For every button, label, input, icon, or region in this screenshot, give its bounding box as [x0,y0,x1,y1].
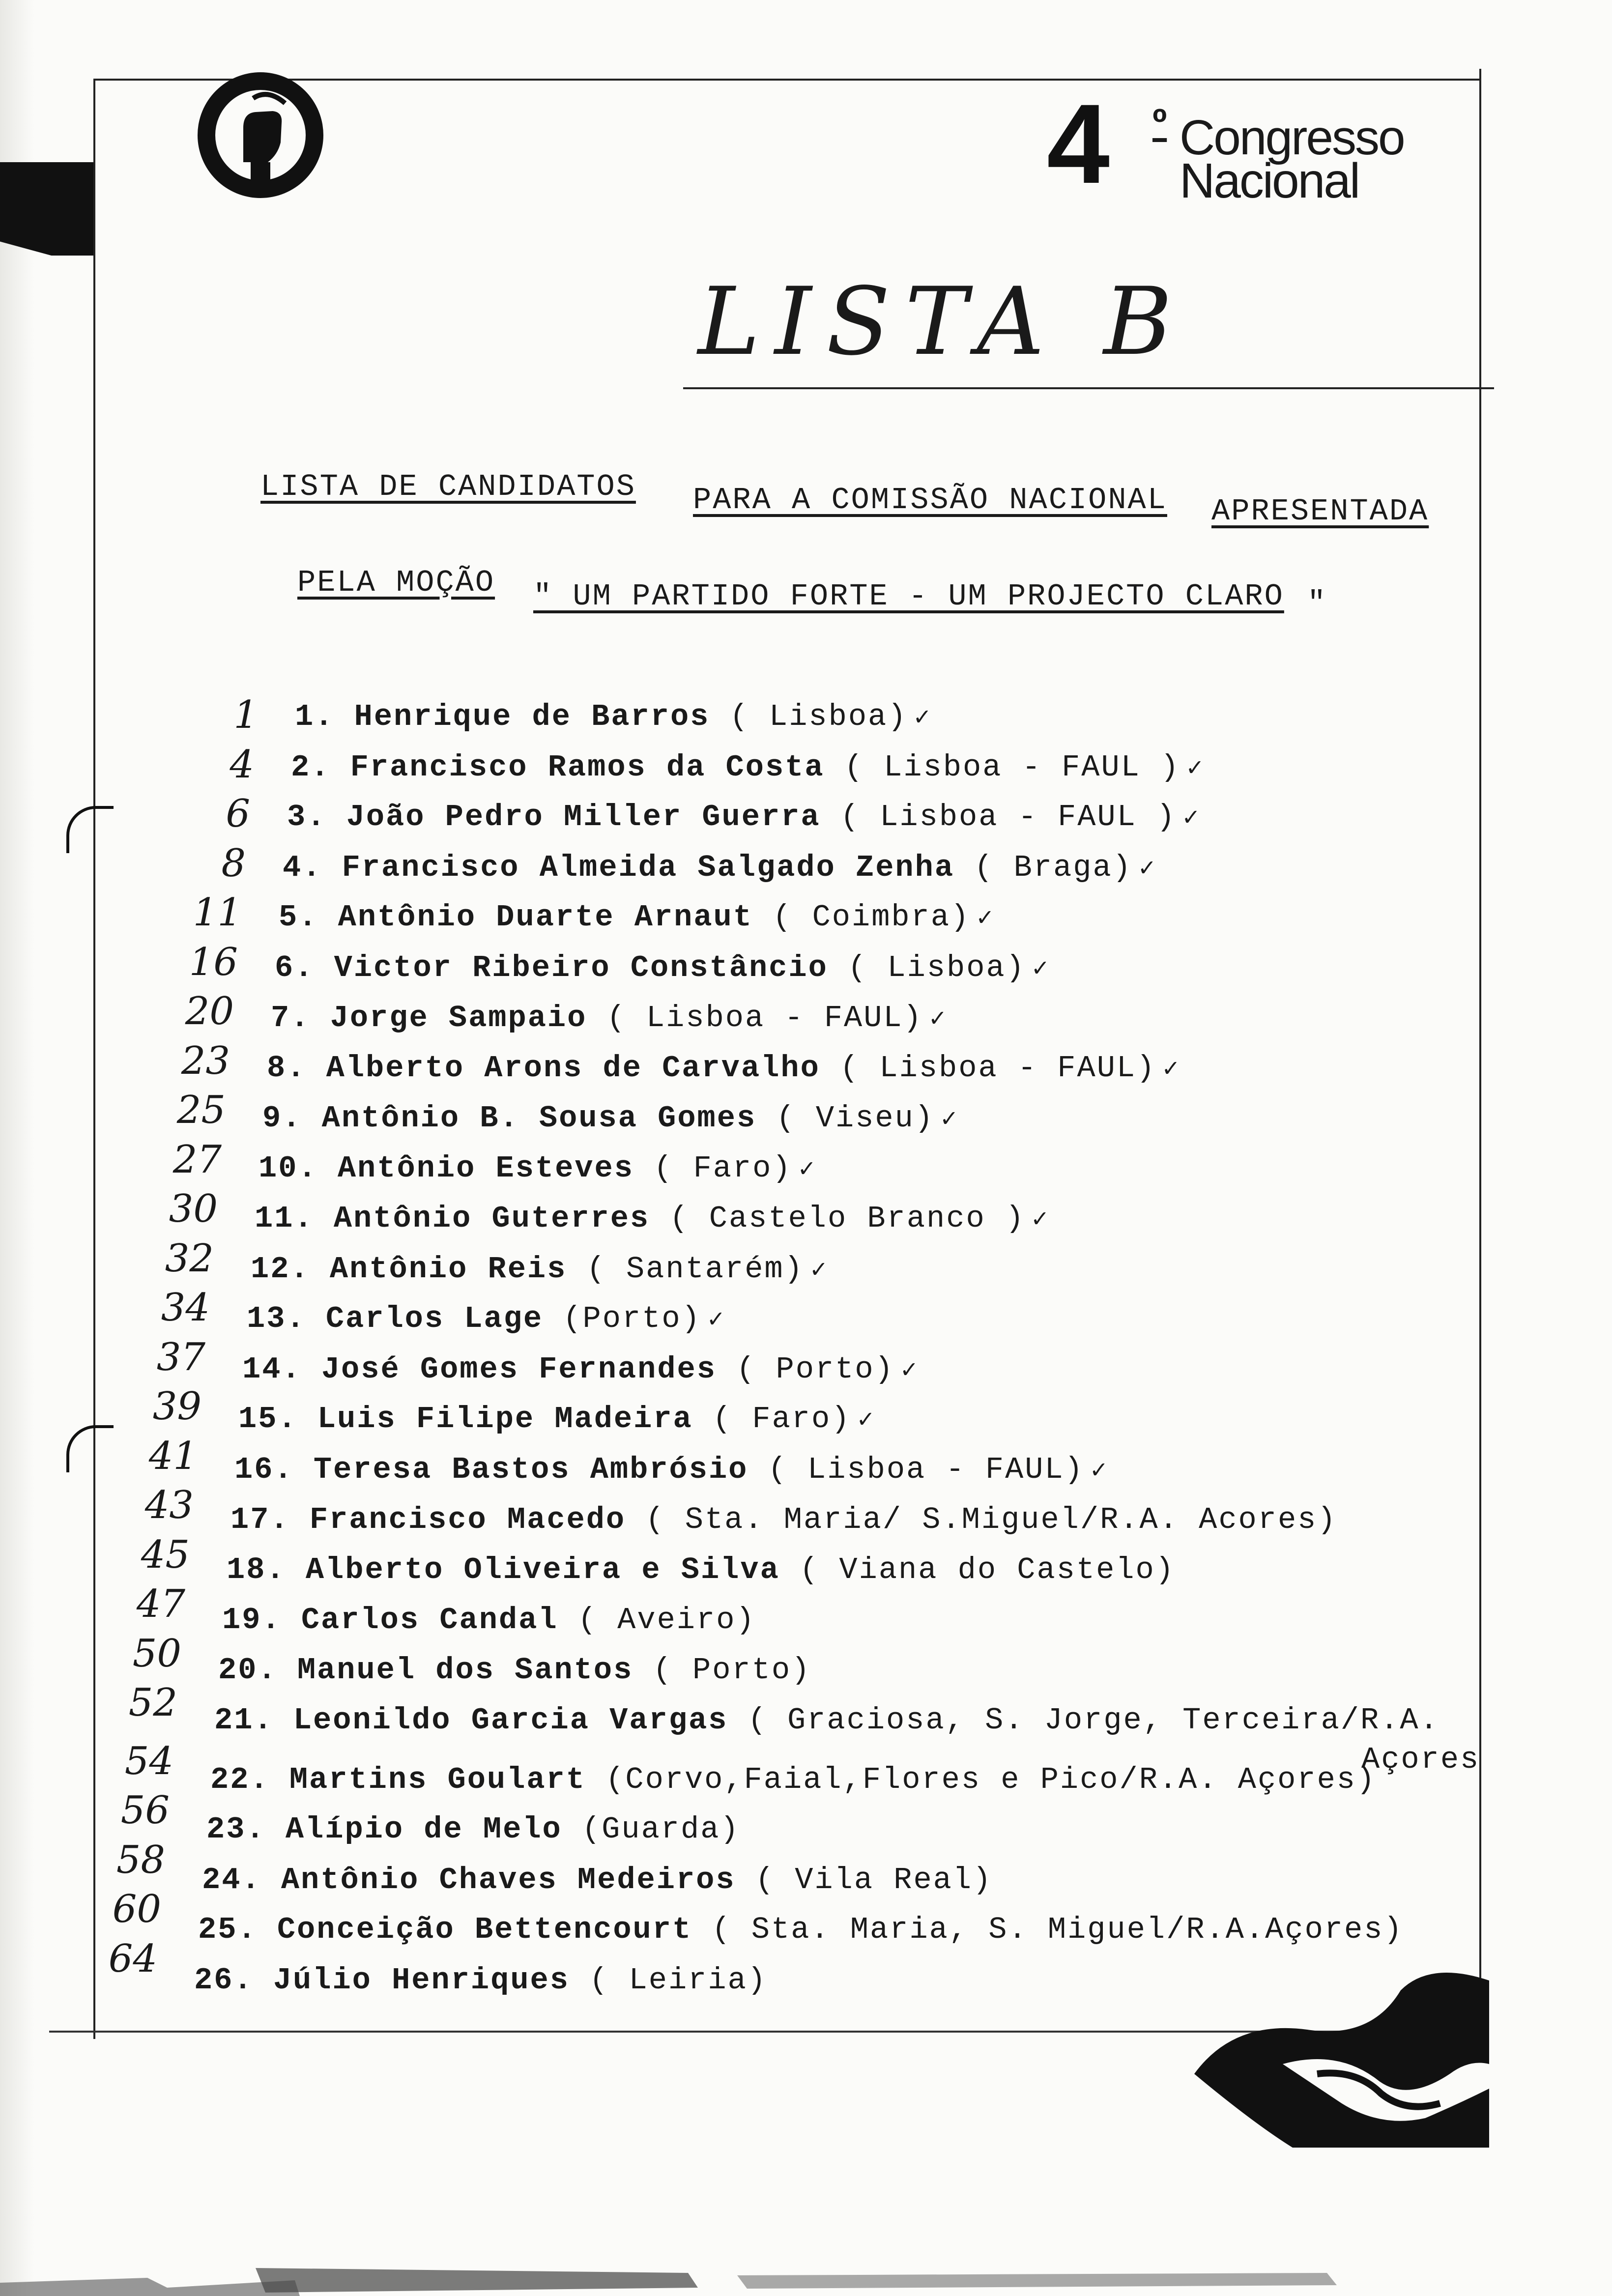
candidate-name: Antônio Duarte Arnaut [338,900,753,935]
check-mark-icon: ✓ [1187,754,1204,783]
header-congresso: Congresso [1180,110,1404,165]
candidate-entry [267,1053,1180,1084]
candidate-entry [210,1762,1377,1797]
candidate-number: 10. [259,1151,318,1186]
candidate-entry [202,1865,992,1895]
candidate-entry [227,1552,1175,1587]
title-underline [683,387,1494,389]
corner-logo-artwork [1194,1961,1489,2148]
candidate-name: Luis Filipe Madeira [317,1402,693,1436]
candidate-district: ( Porto) [736,1352,894,1387]
heading-part-2: PARA A COMISSÃO NACIONAL [693,483,1167,517]
candidate-entry [222,1605,756,1636]
check-mark-icon: ✓ [929,1005,947,1034]
candidate-name: Jorge Sampaio [330,1001,587,1035]
candidate-entry [218,1655,811,1686]
candidate-name: Manuel dos Santos [297,1653,633,1688]
candidate-number: 19. [222,1603,282,1637]
candidate-entry [194,1965,767,1996]
candidate-entry [271,1003,947,1033]
scan-noise [0,2253,1612,2296]
candidate-number: 11. [255,1201,314,1236]
candidate-number: 18. [227,1552,286,1587]
handwritten-number: 64 [108,1937,157,1981]
candidate-name: Henrique de Barros [354,699,710,734]
candidate-entry [198,1912,1404,1947]
handwritten-number: 39 [152,1384,202,1429]
candidate-district: (Porto) [563,1301,701,1336]
candidate-number: 25. [198,1912,258,1947]
scan-edge [0,0,34,2296]
check-mark-icon: ✓ [977,904,994,933]
candidate-name: Francisco Ramos da Costa [350,750,825,785]
candidate-district: ( Lisboa - FAUL) [768,1452,1084,1487]
candidate-entry [247,1301,725,1336]
candidate-entry [214,1705,1439,1736]
heading-part-1: LISTA DE CANDIDATOS [260,469,636,504]
check-mark-icon: ✓ [1032,1205,1049,1234]
candidate-district: ( Lisboa - FAUL) [840,1051,1156,1086]
handwritten-number: 27 [173,1138,222,1182]
candidate-name: Conceição Bettencourt [277,1912,692,1947]
candidate-district: (Corvo,Faial,Flores e Pico/R.A. Açores) [605,1762,1377,1797]
scan-shadow [0,162,93,256]
check-mark-icon: ✓ [1032,955,1050,984]
handwritten-number: 32 [165,1236,214,1281]
handwritten-number: 58 [116,1838,165,1882]
candidate-number: 6. [275,950,315,985]
candidate-name: Antônio Chaves Medeiros [281,1863,736,1897]
candidate-district: ( Viseu) [776,1101,935,1136]
candidate-district: ( Coimbra) [773,900,971,935]
candidate-entry [251,1254,828,1285]
candidate-entry [234,1452,1108,1487]
congress-ordinal: º [1152,101,1167,144]
heading-part-4: PELA MOÇÃO [297,565,495,600]
candidate-district: ( Lisboa - FAUL ) [844,750,1180,785]
handwritten-number: 41 [148,1434,198,1478]
candidate-district: ( Sta. Maria/ S.Miguel/R.A. Acores) [645,1502,1337,1537]
candidate-number: 15. [238,1402,298,1436]
check-mark-icon: ✓ [858,1406,875,1435]
candidate-number: 4. [283,850,322,885]
candidate-entry [242,1354,918,1385]
handwritten-number: 43 [144,1483,194,1527]
candidate-name: Antônio B. Sousa Gomes [321,1101,757,1136]
heading-part-5: " UM PARTIDO FORTE - UM PROJECTO CLARO [533,579,1284,614]
candidate-district: ( Sta. Maria, S. Miguel/R.A.Açores) [712,1912,1404,1947]
candidate-number: 8. [267,1051,307,1086]
candidate-district: ( Vila Real) [755,1863,993,1897]
candidate-entry [206,1814,740,1845]
candidate-name: Alberto Oliveira e Silva [305,1552,780,1587]
handwritten-number: 30 [169,1187,218,1231]
candidate-number: 14. [242,1352,302,1387]
candidate-name: Alberto Arons de Carvalho [326,1051,820,1086]
check-mark-icon: ✓ [1091,1457,1108,1486]
entry-21-overflow: Açores [1361,1742,1480,1777]
check-mark-icon: ✓ [901,1356,919,1385]
candidate-number: 12. [251,1252,310,1287]
handwritten-number: 25 [176,1088,226,1132]
candidate-district: ( Lisboa) [848,950,1026,985]
candidate-name: Antônio Reis [329,1252,567,1287]
candidate-district: ( Lisboa - FAUL ) [840,800,1177,834]
heading-part-3: APRESENTADA [1211,494,1429,529]
handwritten-number: 52 [128,1681,177,1725]
check-mark-icon: ✓ [799,1155,816,1184]
candidate-number: 9. [262,1101,302,1136]
candidate-district: ( Faro) [712,1402,851,1436]
handwritten-number: 20 [185,989,234,1033]
check-mark-icon: ✓ [1163,1055,1180,1084]
check-mark-icon: ✓ [914,704,931,733]
candidate-name: Júlio Henriques [273,1963,570,1998]
check-mark-icon: ✓ [1139,855,1156,884]
candidate-name: José Gomes Fernandes [321,1352,717,1387]
handwritten-number: 47 [136,1582,185,1626]
header-nacional: Nacional [1180,153,1359,208]
party-logo [194,69,327,201]
handwritten-number: 16 [189,940,238,984]
candidate-number: 13. [247,1301,306,1336]
check-mark-icon: ✓ [1183,804,1200,833]
handwritten-number: 37 [156,1335,205,1379]
candidate-entry [259,1153,816,1184]
candidate-entry [287,802,1200,832]
candidate-entry [255,1201,1049,1236]
candidate-name: Antônio Guterres [333,1201,650,1236]
candidate-name: Francisco Almeida Salgado Zenha [342,850,955,885]
candidate-number: 2. [291,750,331,785]
candidate-name: Carlos Candal [301,1603,558,1637]
candidate-number: 21. [214,1703,274,1738]
candidate-entry [295,699,931,734]
handwritten-number: 56 [120,1788,170,1833]
candidate-number: 22. [210,1762,270,1797]
candidate-district: (Guarda) [581,1812,740,1847]
candidate-number: 20. [218,1653,278,1688]
candidate-name: Alípio de Melo [285,1812,562,1847]
candidate-number: 16. [234,1452,294,1487]
punch-hole [66,806,114,853]
handwritten-number: 60 [112,1887,161,1931]
check-mark-icon: ✓ [810,1256,828,1285]
candidate-district: ( Porto) [653,1653,811,1688]
candidate-district: ( Aveiro) [577,1603,756,1637]
candidate-entry [275,950,1050,985]
candidate-number: 1. [295,699,335,734]
heading-quote-close: " [1307,586,1326,621]
candidate-district: ( Lisboa) [729,699,908,734]
candidate-district: ( Faro) [654,1151,792,1186]
candidate-name: Martins Goulart [289,1762,586,1797]
candidate-district: ( Graciosa, S. Jorge, Terceira/R.A. [748,1703,1439,1738]
candidate-name: Carlos Lage [325,1301,544,1336]
candidate-district: ( Santarém) [586,1252,804,1287]
candidate-number: 7. [271,1001,311,1035]
candidate-district: ( Leiria) [589,1963,768,1998]
handwritten-number: 34 [161,1286,210,1330]
candidate-name: Victor Ribeiro Constâncio [334,950,828,985]
handwritten-number: 45 [141,1533,190,1577]
handwritten-number: 6 [226,792,250,836]
candidate-entry [230,1502,1337,1537]
candidate-entry [283,850,1156,885]
handwritten-number: 50 [132,1632,181,1676]
candidate-entry [238,1404,875,1435]
check-mark-icon: ✓ [708,1306,725,1335]
candidate-district: ( Castelo Branco ) [669,1201,1026,1236]
candidate-name: Leonildo Garcia Vargas [293,1703,728,1738]
candidate-number: 3. [287,800,327,834]
list-title: LISTA B [698,267,1187,376]
candidate-number: 5. [279,900,318,935]
candidate-entry [262,1103,958,1134]
candidate-district: ( Viana do Castelo) [800,1552,1175,1587]
handwritten-number: 23 [181,1039,230,1083]
candidate-entry [291,752,1204,783]
candidate-number: 23. [206,1812,266,1847]
congress-number: 4 [1047,81,1107,207]
handwritten-number: 11 [193,890,242,935]
candidate-entry [279,902,994,933]
candidate-name: Antônio Esteves [337,1151,634,1186]
punch-hole [66,1425,114,1472]
candidate-name: Francisco Macedo [309,1502,626,1537]
handwritten-number: 54 [124,1739,173,1783]
handwritten-number: 8 [221,841,246,886]
handwritten-number: 4 [230,743,254,787]
candidate-district: ( Braga) [974,850,1132,885]
candidate-district: ( Lisboa - FAUL) [606,1001,923,1035]
check-mark-icon: ✓ [941,1105,958,1134]
candidate-name: Teresa Bastos Ambrósio [313,1452,748,1487]
candidate-name: João Pedro Miller Guerra [346,800,821,834]
candidate-number: 17. [230,1502,290,1537]
handwritten-number: 1 [233,693,258,737]
candidate-number: 26. [194,1963,254,1998]
candidate-number: 24. [202,1863,261,1897]
